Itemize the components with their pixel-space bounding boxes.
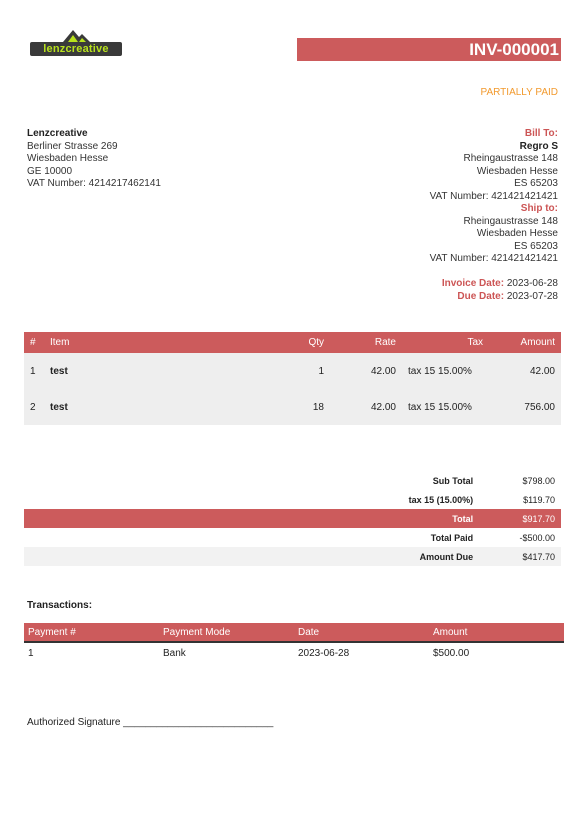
- row-num: 2: [24, 389, 44, 425]
- company-vat: VAT Number: 4214217462141: [27, 178, 161, 189]
- invoice-date-value: 2023-06-28: [506, 278, 558, 289]
- payment-mode: Bank: [163, 647, 186, 659]
- tax-label: tax 15 (15.00%): [408, 494, 474, 505]
- logo-wordmark: lenzcreative: [30, 42, 122, 56]
- client-name: Regro S: [519, 140, 558, 152]
- items-header-row: [24, 332, 561, 353]
- ship-address-line: ES 65203: [514, 240, 558, 252]
- company-address-line: Berliner Strasse 269: [27, 140, 118, 152]
- subtotal-value: $798.00: [522, 475, 555, 486]
- authorized-signature: Authorized Signature ___________________________: [27, 717, 274, 728]
- paid-value: -$500.00: [519, 532, 555, 543]
- bill-address-line: ES 65203: [514, 178, 558, 189]
- due-date: [442, 291, 558, 304]
- col-item: Item: [44, 332, 258, 353]
- col-payment-amount: Amount: [429, 623, 564, 642]
- payment-date: 2023-06-28: [298, 647, 350, 659]
- invoice-number: INV-000001: [297, 38, 561, 61]
- transactions-title: Transactions:: [27, 600, 93, 611]
- bill-address-line: Rheingaustrasse 148: [463, 153, 558, 164]
- ship-address-line: Wiesbaden Hesse: [476, 228, 558, 239]
- status-badge: PARTIALLY PAID: [480, 87, 558, 98]
- ship-address-line: Rheingaustrasse 148: [463, 215, 558, 227]
- row-qty: 1: [258, 353, 330, 389]
- company-logo: [30, 28, 122, 58]
- table-row: [24, 642, 564, 663]
- invoice-date: [442, 278, 558, 291]
- row-rate: 42.00: [330, 389, 402, 425]
- col-payment-num: Payment #: [24, 623, 159, 642]
- paid-row: [24, 528, 561, 547]
- total-label: Total: [24, 509, 479, 528]
- row-item: test: [44, 389, 258, 425]
- col-payment-date: Date: [294, 623, 429, 642]
- row-num: 1: [24, 353, 44, 389]
- col-tax: Tax: [402, 332, 489, 353]
- table-row: [24, 389, 561, 425]
- col-qty: Qty: [258, 332, 330, 353]
- subtotal-label: Sub Total: [432, 475, 474, 486]
- amount-due-value: $417.70: [479, 547, 561, 566]
- col-num: #: [24, 332, 44, 353]
- company-address: [27, 128, 161, 191]
- company-address-line: GE 10000: [27, 165, 73, 177]
- subtotal-row: [24, 471, 561, 490]
- invoice-date-label: Invoice Date:: [441, 278, 505, 289]
- amount-due-label: Amount Due: [24, 547, 479, 566]
- invoice-dates: [442, 278, 558, 303]
- row-tax: tax 15 15.00%: [402, 353, 489, 389]
- paid-label: Total Paid: [430, 532, 474, 543]
- bill-to-label: Bill To:: [524, 128, 558, 139]
- amount-due-row: [24, 547, 561, 566]
- col-amount: Amount: [489, 332, 561, 353]
- payment-num: 1: [28, 647, 34, 659]
- transactions-header-row: [24, 623, 564, 642]
- due-date-label: Due Date:: [457, 290, 505, 302]
- totals-table: [24, 471, 561, 566]
- ship-to-label: Ship to:: [520, 203, 558, 214]
- bill-vat: VAT Number: 421421421421: [429, 190, 558, 202]
- company-name: Lenzcreative: [27, 128, 88, 139]
- ship-vat: VAT Number: 421421421421: [429, 253, 558, 264]
- due-date-value: 2023-07-28: [506, 290, 558, 302]
- bill-address-line: Wiesbaden Hesse: [476, 165, 558, 177]
- row-amount: 42.00: [489, 353, 561, 389]
- col-rate: Rate: [330, 332, 402, 353]
- col-payment-mode: Payment Mode: [159, 623, 294, 642]
- payment-amount: $500.00: [433, 647, 470, 659]
- transactions-table: [24, 623, 564, 663]
- row-qty: 18: [258, 389, 330, 425]
- total-row: [24, 509, 561, 528]
- tax-value: $119.70: [523, 494, 555, 505]
- row-amount: 756.00: [489, 389, 561, 425]
- bill-to-block: [430, 128, 558, 266]
- row-tax: tax 15 15.00%: [402, 389, 489, 425]
- row-item: test: [44, 353, 258, 389]
- tax-row: [24, 490, 561, 509]
- row-rate: 42.00: [330, 353, 402, 389]
- items-table: [24, 332, 561, 425]
- total-value: $917.70: [479, 509, 561, 528]
- company-address-line: Wiesbaden Hesse: [27, 153, 109, 164]
- table-row: [24, 353, 561, 389]
